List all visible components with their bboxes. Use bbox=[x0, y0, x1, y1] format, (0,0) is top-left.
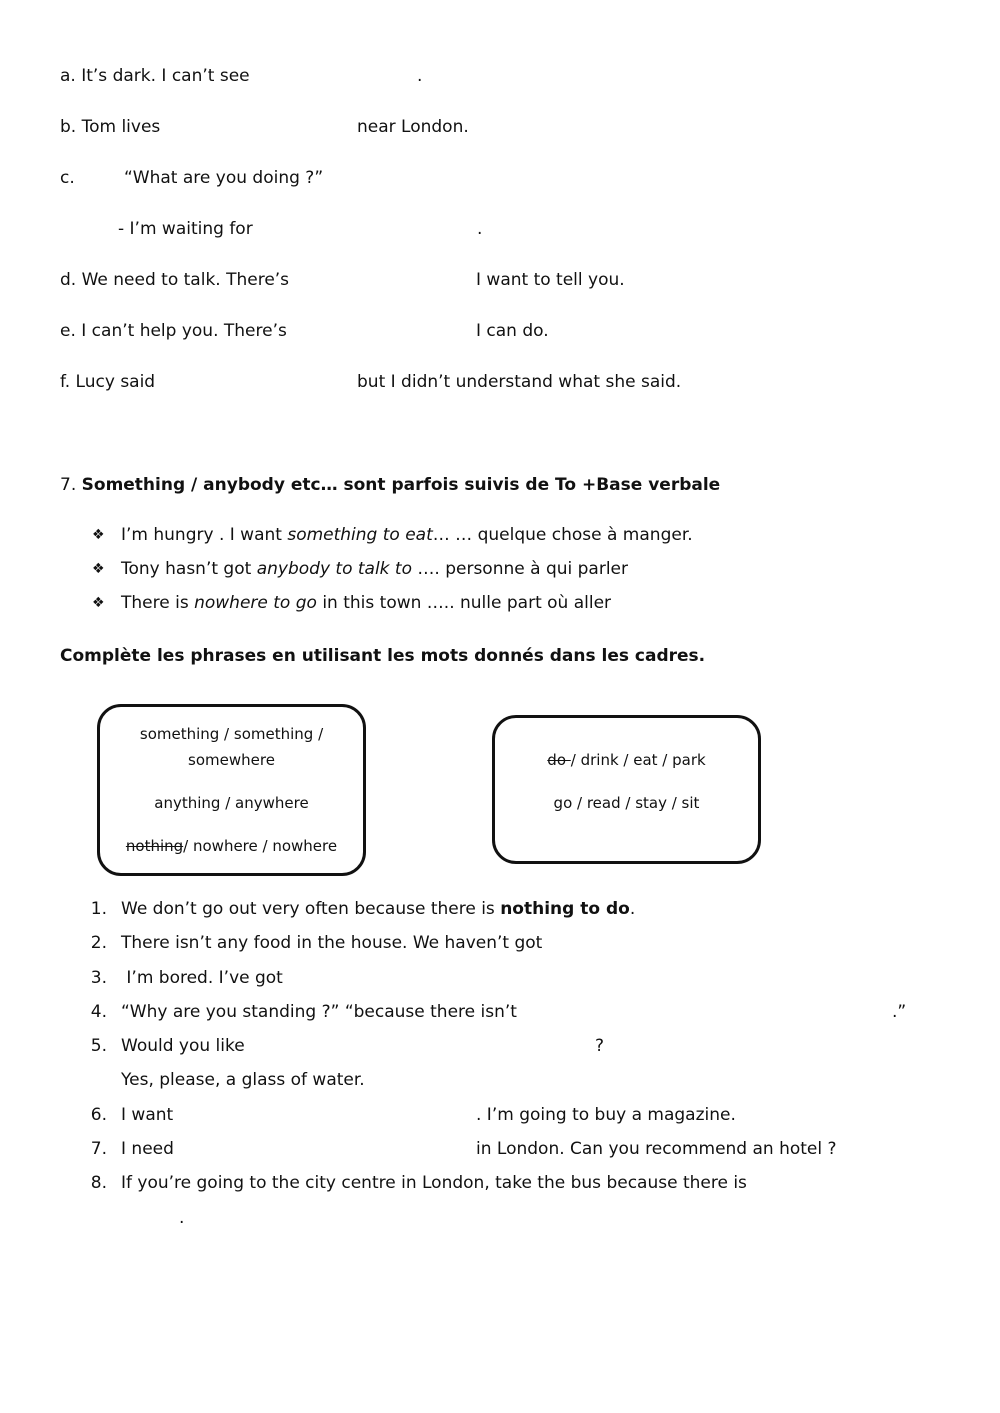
word-box-line: somewhere bbox=[188, 751, 275, 769]
exercise-number: 3. bbox=[90, 968, 107, 988]
item-b-end: near London. bbox=[357, 117, 469, 137]
item-f-text: f. Lucy said bbox=[60, 372, 156, 392]
example-text: I’m hungry . I want bbox=[121, 525, 288, 545]
exercise-punct: . bbox=[629, 899, 636, 919]
section-title: Something / anybody etc… sont parfois suivis de To +Base verbale bbox=[81, 475, 721, 495]
exercise-number: 1. bbox=[90, 899, 107, 919]
example-3 bbox=[121, 592, 611, 614]
word-box-line: something / something / bbox=[139, 725, 324, 743]
exercise-7-end: in London. Can you recommend an hotel ? bbox=[476, 1139, 837, 1159]
word-box-line bbox=[495, 748, 758, 772]
item-d-text: d. We need to talk. There’s bbox=[60, 270, 290, 290]
item-a-end: . bbox=[417, 66, 423, 86]
exercise-number: 6. bbox=[90, 1105, 107, 1125]
example-1 bbox=[121, 524, 693, 546]
exercise-text: We don’t go out very often because there is bbox=[121, 899, 501, 919]
exercise-1 bbox=[121, 898, 635, 920]
exercise-4-end: .” bbox=[892, 1002, 907, 1022]
exercise-5: Would you like bbox=[121, 1036, 245, 1056]
word-box-line: go / read / stay / sit bbox=[553, 794, 700, 812]
example-2 bbox=[121, 558, 628, 580]
item-c-label: c. bbox=[60, 168, 75, 188]
word-box-words: / nowhere / nowhere bbox=[183, 837, 338, 855]
exercise-6: I want bbox=[121, 1105, 174, 1125]
section-7-heading bbox=[60, 474, 720, 496]
example-translation: …. personne à qui parler bbox=[412, 559, 629, 579]
diamond-bullet-icon: ❖ bbox=[92, 561, 105, 577]
item-e-end: I can do. bbox=[476, 321, 549, 341]
word-box-pronouns bbox=[97, 704, 366, 876]
exercise-6-end: . I’m going to buy a magazine. bbox=[476, 1105, 736, 1125]
struck-word: do bbox=[547, 751, 571, 769]
exercise-number: 5. bbox=[90, 1036, 107, 1056]
word-box-line bbox=[100, 834, 363, 858]
item-d-end: I want to tell you. bbox=[476, 270, 625, 290]
item-a-text: a. It’s dark. I can’t see bbox=[60, 66, 250, 86]
exercise-answer: nothing to do bbox=[500, 899, 630, 919]
item-f-end: but I didn’t understand what she said. bbox=[357, 372, 682, 392]
exercise-5-reply: Yes, please, a glass of water. bbox=[121, 1070, 365, 1090]
exercise-4: “Why are you standing ?” “because there isn’t bbox=[121, 1002, 517, 1022]
instruction: Complète les phrases en utilisant les mots donnés dans les cadres. bbox=[60, 646, 706, 666]
word-box-line: anything / anywhere bbox=[154, 794, 309, 812]
item-c-quote: “What are you doing ?” bbox=[124, 168, 324, 188]
exercise-number: 7. bbox=[90, 1139, 107, 1159]
exercise-3: I’m bored. I’ve got bbox=[121, 968, 283, 988]
exercise-8-end: . bbox=[179, 1208, 185, 1228]
exercise-number: 4. bbox=[90, 1002, 107, 1022]
exercise-number: 2. bbox=[90, 933, 107, 953]
example-emphasis: something to eat bbox=[287, 525, 433, 545]
example-emphasis: nowhere to go bbox=[194, 593, 317, 613]
exercise-7: I need bbox=[121, 1139, 174, 1159]
exercise-number: 8. bbox=[90, 1173, 107, 1193]
word-box-verbs bbox=[492, 715, 761, 864]
item-c-reply-end: . bbox=[477, 219, 483, 239]
word-box-words: / drink / eat / park bbox=[570, 751, 706, 769]
diamond-bullet-icon: ❖ bbox=[92, 595, 105, 611]
section-number: 7. bbox=[60, 475, 77, 495]
item-e-text: e. I can’t help you. There’s bbox=[60, 321, 287, 341]
item-b-text: b. Tom lives bbox=[60, 117, 161, 137]
exercise-5-end: ? bbox=[595, 1036, 605, 1056]
exercise-2: There isn’t any food in the house. We haven’t got bbox=[121, 933, 543, 953]
example-translation: … … quelque chose à manger. bbox=[432, 525, 693, 545]
exercise-8: If you’re going to the city centre in London, take the bus because there is bbox=[121, 1173, 747, 1193]
example-translation: in this town ….. nulle part où aller bbox=[316, 593, 612, 613]
diamond-bullet-icon: ❖ bbox=[92, 527, 105, 543]
example-text: Tony hasn’t got bbox=[121, 559, 257, 579]
struck-word: nothing bbox=[125, 837, 184, 855]
example-emphasis: anybody to talk to bbox=[256, 559, 412, 579]
example-text: There is bbox=[121, 593, 195, 613]
item-c-reply: - I’m waiting for bbox=[118, 219, 253, 239]
